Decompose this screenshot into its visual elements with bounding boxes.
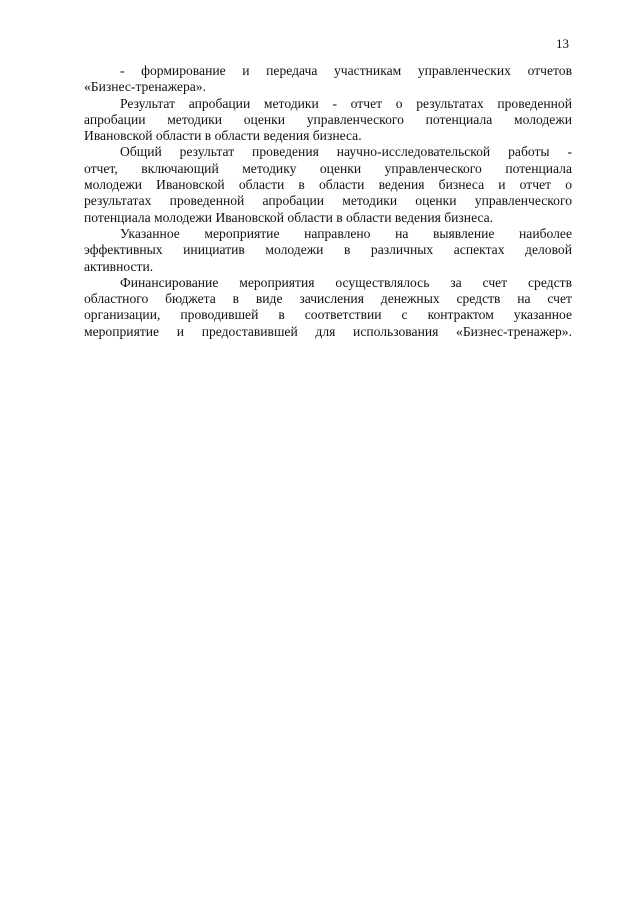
text-line: Указанное мероприятие направлено на выявление наиболее [120,225,572,241]
text-line: организации, проводившей в соответствии с контрактом указанное [84,307,572,323]
text-line: Результат апробации методики - отчет о результатах проведенной [120,95,572,111]
text-line: - формирование и передача участникам управленческих отчетов [120,63,572,78]
text-line: молодежи Ивановской области в области ведения бизнеса и отчет о [84,177,572,193]
text-line: областного бюджета в виде зачисления денежных средств на счет [84,291,572,307]
text-line: «Бизнес-тренажера». [84,79,206,95]
text-line: активности. [84,258,154,274]
text-line: потенциала молодежи Ивановской области в области ведения бизнеса. [84,209,494,225]
text-line: эффективных инициатив молодежи в различных аспектах деловой [84,242,572,258]
text-line: результатах проведенной апробации методики оценки управленческого [84,193,572,209]
text-line: апробации методики оценки управленческого потенциала молодежи [84,111,572,127]
paragraph-financing [84,275,572,340]
text-line: мероприятие и предоставившей для использования «Бизнес-тренажер». [84,323,572,339]
paragraph-event-purpose [84,226,572,275]
paragraph-overall-result [84,144,572,225]
paragraph-approbation-result [84,96,572,145]
text-line: Общий результат проведения научно-исследовательской работы - [120,144,572,160]
text-line: Ивановской области в области ведения бизнеса. [84,128,362,144]
text-line: Финансирование мероприятия осуществлялось за счет средств [120,274,572,290]
paragraph-reports [84,63,572,96]
body-text [84,63,572,340]
text-line: отчет, включающий методику оценки управленческого потенциала [84,160,572,176]
page-number: 13 [556,36,569,51]
